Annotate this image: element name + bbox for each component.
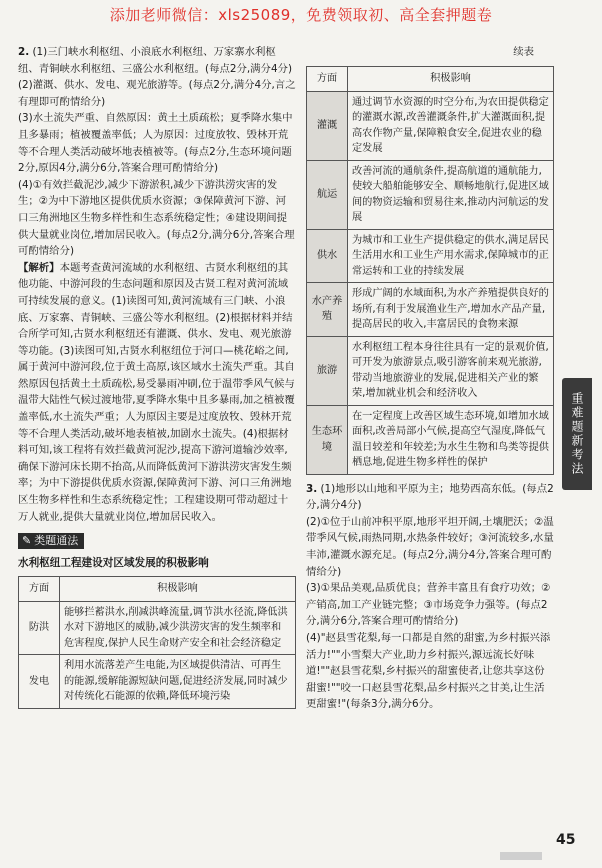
analysis xyxy=(18,260,296,526)
question-number: 2. xyxy=(18,46,30,58)
row-effect: 利用水流落差产生电能,为区域提供清洁、可再生的能源,缓解能源短缺问题,促进经济发展,同时减少对传统化石能源的依赖,降低环境污染 xyxy=(60,655,296,709)
left-column xyxy=(18,44,296,709)
promo-banner: 添加老师微信：xls25089，免费领取初、高全套押题卷 xyxy=(109,6,493,24)
q3-part3: (3)①果品美观,品质优良；营养丰富且有食疗功效；②产销高,加工产业链完整；③市场竞争力强等。(每点2分,满分6分,答案合理可酌情给分) xyxy=(306,582,551,628)
table-row xyxy=(307,283,554,337)
header-impact: 积极影响 xyxy=(348,66,554,91)
analysis-label: 【解析】 xyxy=(18,261,60,274)
impact-table-part1 xyxy=(18,576,296,709)
section-side-tab: 重难题新考法 xyxy=(562,378,592,490)
header-aspect: 方面 xyxy=(307,66,348,91)
row-effect: 通过调节水资源的时空分布,为农田提供稳定的灌溉水源,改善灌溉条件,扩大灌溉面积,提高农作物产量,保障粮食安全,促进农业的稳定发展 xyxy=(348,91,554,160)
table-row xyxy=(307,91,554,160)
table-row xyxy=(307,160,554,229)
table-row xyxy=(307,336,554,405)
analysis-text: 本题考查黄河流域的水利枢纽、古贤水利枢纽的其他功能、中游河段的生态问题和原因及古贤工程对黄河流域可持续发展的意义。(1)读图可知,黄河流域有三门峡、小浪底、万家寨、青铜峡、三盛公等水利枢纽。(2)根据材料并结合所学可知,古贤水利枢纽还有灌溉、供水、发电、观光旅游等功能。(3)读图可知,古贤水利枢纽位于河口—桃花峪之间,属于黄河中游河段,位于黄土高原,该区域水土流失严重。其自然原因包括黄土土质疏松,易受暴雨冲刷,位于温带季风气候与温带大陆性气候过渡地带,夏季降水集中且多暴雨,加之植被覆盖率低,水土流失严重；人为原因主要是过度放牧、毁林开荒等不合理人类活动,破坏地表植被,加剧水土流失。(4)根据材料可知,该工程将有效拦截黄河泥沙,提高下游河道输沙效率,确保下游河床长期不抬高,从而降低黄河下游洪涝灾害发生频率；为中下游提供优质水资源,保障黄河下游、河口三角洲地区生物多样性和生态系统稳定性；工程建设期可带动超过十万人就业,提供大量就业岗位,增加居民收入。 xyxy=(18,261,295,523)
question-number: 3. xyxy=(306,482,318,495)
impact-table-part2 xyxy=(306,66,554,475)
row-effect: 为城市和工业生产提供稳定的供水,满足居民生活用水和工业生产用水需求,保障城市的正常运转和工业的持续发展 xyxy=(348,229,554,283)
row-aspect: 防洪 xyxy=(19,601,60,655)
row-aspect: 发电 xyxy=(19,655,60,709)
row-effect: 在一定程度上改善区域生态环境,如增加水域面积,改善局部小气候,提高空气湿度,降低气温日较差和年较差;为水生生物和鸟类等提供栖息地,促进生物多样性的保护 xyxy=(348,405,554,474)
footer-bar xyxy=(500,852,542,860)
q3-part1 xyxy=(306,481,554,514)
row-effect: 改善河流的通航条件,提高航道的通航能力,使较大船舶能够安全、顺畅地航行,促进区域间的物资运输和贸易往来,推动内河航运的发展 xyxy=(348,160,554,229)
page-number: 45 xyxy=(556,832,576,848)
table-row xyxy=(307,229,554,283)
table-row xyxy=(19,601,296,655)
header-aspect: 方面 xyxy=(19,576,60,601)
row-aspect: 航运 xyxy=(307,160,348,229)
table-row xyxy=(19,655,296,709)
q3-part2: (2)①位于山前冲积平原,地形平坦开阔,土壤肥沃；②温带季风气候,雨热同期,水热条件较好；③河流较多,水量丰沛,灌溉水源充足。(每点2分,满分4分,答案合理可酌情给分) xyxy=(306,515,554,578)
row-aspect: 供水 xyxy=(307,229,348,283)
q2-part1 xyxy=(18,44,296,77)
row-effect: 形成广阔的水域面积,为水产养殖提供良好的场所,有利于发展渔业生产,增加水产品产量,提高居民的收入,丰富居民的食物来源 xyxy=(348,283,554,337)
q2-part1-text: (1)三门峡水利枢纽、小浪底水利枢纽、万家寨水利枢纽、青铜峡水利枢纽、三盛公水利枢纽。(每点2分,满分4分) xyxy=(18,46,293,75)
q3-part1-text: (1)地形以山地和平原为主；地势西高东低。(每点2分,满分4分) xyxy=(306,482,554,512)
q2-part3: (3)水土流失严重、自然原因：黄土土质疏松；夏季降水集中且多暴雨；植被覆盖率低；人为原因：过度放牧、毁林开荒等不合理人类活动破坏地表植被等。(每点2分,生态环境问题2分,原因4分,满分6分,答案合理可酌情给分) xyxy=(18,112,293,175)
q3-part4: (4)"赵县雪花梨,每一口都是自然的甜蜜,为乡村振兴添活力!""小雪梨大产业,助力乡村振兴,源远流长好味道!""赵县雪花梨,乡村振兴的甜蜜使者,让您共享这份甜蜜!""咬一口赵县雪花梨,品乡村振兴之甘美,让生活更甜蜜!"(每条3分,满分6分。 xyxy=(306,631,551,711)
row-aspect: 水产养殖 xyxy=(307,283,348,337)
table-header xyxy=(307,66,554,91)
q2-part2: (2)灌溉、供水、发电、观光旅游等。(每点2分,满分4分,言之有理即可酌情给分) xyxy=(18,79,296,108)
continued-label: 续表 xyxy=(513,46,534,58)
row-effect: 水利枢纽工程本身往往具有一定的景观价值,可开发为旅游景点,吸引游客前来观光旅游,带动当地旅游业的发展,促进相关产业的繁荣,增加就业机会和经济收入 xyxy=(348,336,554,405)
row-effect: 能够拦蓄洪水,削减洪峰流量,调节洪水径流,降低洪水对下游地区的威胁,减少洪涝灾害的发生频率和危害程度,保护人民生命财产安全和社会经济稳定 xyxy=(60,601,296,655)
row-aspect: 生态环境 xyxy=(307,405,348,474)
method-label-text: 类题通法 xyxy=(34,534,79,548)
method-label xyxy=(18,533,84,549)
row-aspect: 灌溉 xyxy=(307,91,348,160)
table-header xyxy=(19,576,296,601)
right-column xyxy=(306,44,554,713)
q2-part4: (4)①有效拦截泥沙,减少下游淤积,减少下游洪涝灾害的发生；②为中下游地区提供优质水资源；③保障黄河下游、河口三角洲地区生物多样性和生态系统稳定性；④建设期间提供大量就业岗位,增加居民收入。(每点2分,满分6分,答案合理可酌情给分) xyxy=(18,178,295,258)
pencil-icon: ✎ xyxy=(22,534,32,548)
row-aspect: 旅游 xyxy=(307,336,348,405)
table-row xyxy=(307,405,554,474)
header-impact: 积极影响 xyxy=(60,576,296,601)
table-title: 水利枢纽工程建设对区域发展的积极影响 xyxy=(18,557,209,570)
